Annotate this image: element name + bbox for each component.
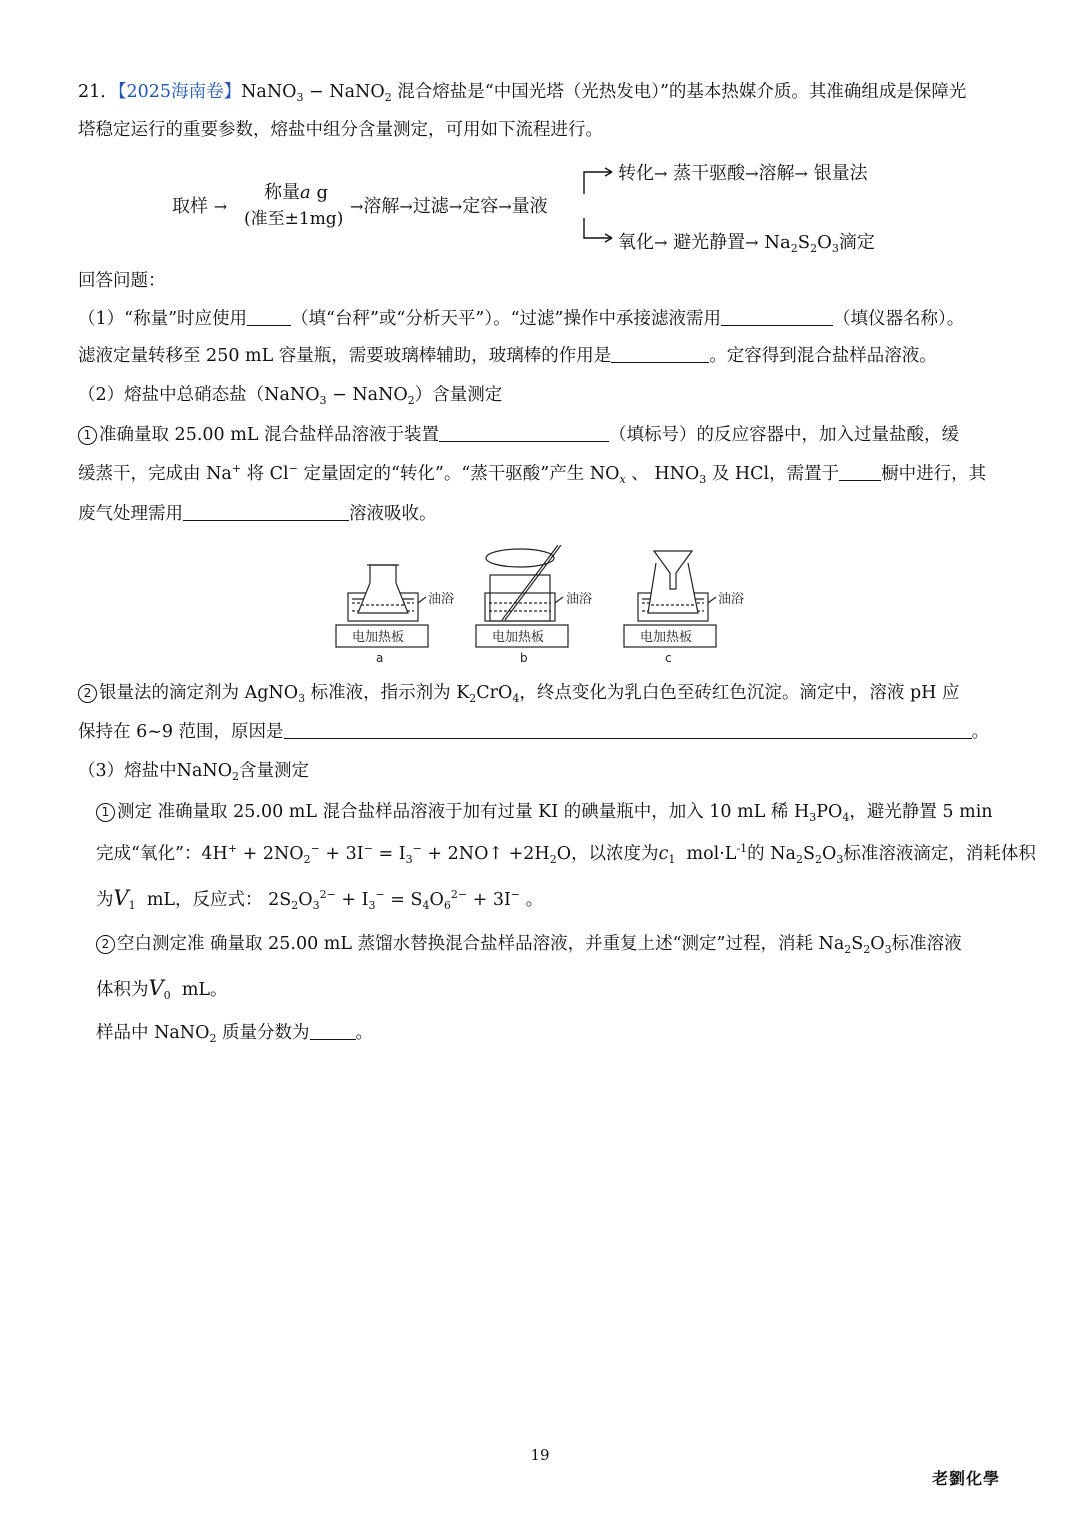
part3-q1-line3: 为$V_1$ mL，反应式： $2S_2O_3^{2-} + I_3^- = S_4O_6^{2-} + 3I^-$ 。 [96,886,544,912]
answer-prompt: 回答问题： [78,271,166,291]
plate-label-c: 电加热板 [640,630,693,645]
bath-label-b: 油浴 [566,592,593,607]
bath-label-c: 油浴 [718,592,745,607]
question-number: 21． [78,82,118,102]
part2-q2-line1: 2 银量法的滴定剂为 AgNO$_3$ 标准液，指示剂为 $K_2CrO_4$，终点变化为乳白色至砖红色沉淀。滴定中，溶液 pH 应 [78,681,959,705]
flow-sample: 取样 → [172,196,228,217]
bath-label-a: 油浴 [428,592,455,607]
part3-q1-line2: 完成“氧化”：$4H^+ + 2NO_2^- + 3I^- = I_3^-$ + 2NO↑ $+2H_2O$，以浓度为$c_1$ $mol\cdot L^{-1}$的 $Na_2S_2O_3$标准溶液滴定，消耗体积 [96,842,1036,866]
flow-weigh: 称量a g [264,182,328,203]
part3-q2-line1: 2 空白测定准 确量取 25.00 mL 蒸馏水替换混合盐样品溶液，并重复上述“测定”过程，消耗 $Na_2S_2O_3$标准溶液 [96,932,962,956]
part3-heading: （3）熔盐中NaNO$_2$含量测定 [78,761,310,783]
flow-weigh-note: (准至±1mg) [244,209,344,229]
answer-blank[interactable] [310,1023,356,1040]
flow-upper-branch: 转化→ 蒸干驱酸→溶解→ 银量法 [618,163,868,184]
apparatus-figure [330,545,750,667]
part1-line1: （1）“称量”时应使用 （填“台秤”或“分析天平”）。“过滤”操作中承接滤液需用 （填仪器名称）。 [78,309,965,329]
part2-q1-line2: 缓蒸干，完成由 Na+ 将 Cl− 定量固定的“转化”。“蒸干驱酸”产生 $NO_x$ 、 $HNO_3$ 及 HCl，需置于 橱中进行，其 [78,462,987,486]
question-line-1: 21．【2025海南卷】NaNO$_3$ − NaNO$_2$ 混合熔盐是“中国光塔（光热发电）”的基本热媒介质。其准确组成是保障光 [78,82,967,104]
answer-blank[interactable] [247,309,291,326]
part2-q1-line3: 废气处理需用 溶液吸收。 [78,504,437,524]
part2-heading: （2）熔盐中总硝态盐（NaNO$_3$ − NaNO$_2$）含量测定 [78,385,503,407]
plate-label-b: 电加热板 [492,630,545,645]
part1-line2: 滤液定量转移至 250 mL 容量瓶，需要玻璃棒辅助，玻璃棒的作用是 。定容得到混合盐样品溶液。 [78,346,937,366]
part2-q2-line2: 保持在 6~9 范围，原因是 。 [78,722,990,742]
answer-blank[interactable] [839,464,881,481]
caption-a: a [376,651,384,665]
answer-blank[interactable] [439,425,609,442]
caption-b: b [520,651,528,665]
flow-lower-branch: 氧化→ 避光静置→ $Na_2S_2O_3$滴定 [618,232,875,255]
part2-q1-line1: 1 准确量取 25.00 mL 混合盐样品溶液于装置 （填标号）的反应容器中，加入过量盐酸，缓 [78,423,959,447]
answer-blank[interactable] [611,346,709,363]
question-line-2: 塔稳定运行的重要参数，熔盐中组分含量测定，可用如下流程进行。 [78,120,603,140]
part3-q2-line2: 体积为$V_0$ mL。 [96,976,228,1002]
answer-blank[interactable] [183,504,349,521]
answer-blank[interactable] [284,722,972,739]
flow-middle: →溶解→过滤→定容→量液 [350,196,548,217]
answer-blank[interactable] [721,309,833,326]
caption-c: c [665,651,672,665]
watermark: 老劉化學 [931,1469,1000,1488]
question-source: 【2025海南卷】 [117,82,242,102]
part3-final: 样品中 NaNO$_2$ 质量分数为 。 [96,1023,374,1045]
plate-label-a: 电加热板 [352,630,405,645]
part3-q1-line1: 1 测定 准确量取 25.00 mL 混合盐样品溶液于加有过量 KI 的碘量瓶中，加入 10 mL 稀 $H_3PO_4$，避光静置 5 min [96,800,993,824]
page-number: 19 [530,1446,550,1464]
